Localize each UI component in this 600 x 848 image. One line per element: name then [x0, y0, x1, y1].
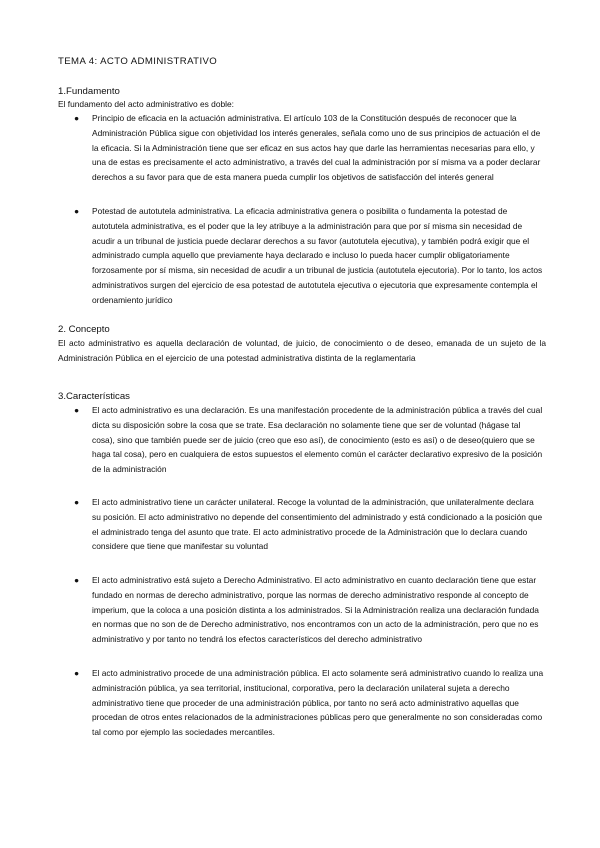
- section-3-bullet-4: [74, 666, 544, 740]
- bullet-text: El acto administrativo es una declaración. Es una manifestación procedente de la administración pública a través del cual dicta su disposición sobre la cosa que se trate. Esa declaración no solamente tiene que ser de voluntad (hágase tal cosa), sino que también puede ser de juicio (creo que eso así), de conocimiento (esto es así) o de deseo(quiero que se haga tal cosa), pero en cualquiera de estos supuestos el elemento común el carácter declarativo expresivo de la posición de la administración: [92, 405, 543, 475]
- section-1-bullet-1: [74, 111, 544, 185]
- bullet-icon: ●: [74, 113, 80, 123]
- section-1-bullet-2: [74, 204, 544, 308]
- section-2-heading: 2. Concepto: [58, 324, 110, 335]
- section-1-heading: 1.Fundamento: [58, 86, 120, 97]
- section-2-text: El acto administrativo es aquella declaración de voluntad, de juicio, de conocimiento o de deseo, emanada de un sujeto de la Administración Pública en el ejercicio de una potestad administrativa distinta de la reglamentaria: [58, 338, 546, 363]
- section-1-intro: El fundamento del acto administrativo es doble:: [58, 99, 234, 109]
- bullet-text: Principio de eficacia en la actuación administrativa. El artículo 103 de la Constitución después de reconocer que la Administración Pública sigue con objetividad los interés generales, señala como uno de sus principios de actuación el de la eficacia. Si la Administración tiene que ser eficaz en sus actos hay que darle las herramientas necesarias para ello, y una de estas es precisamente el acto administrativo, a través del cual la administración por sí misma va a poder declarar derechos a su favor para que de esta manera pueda cumplir los objetivos de satisfacción del interés general: [92, 113, 541, 183]
- section-3-bullet-1: [74, 403, 544, 477]
- bullet-icon: ●: [74, 497, 80, 507]
- document-title: TEMA 4: ACTO ADMINISTRATIVO: [58, 56, 218, 67]
- section-3-heading: 3.Características: [58, 391, 130, 402]
- bullet-text: El acto administrativo está sujeto a Derecho Administrativo. El acto administrativo en cuanto declaración tiene que estar fundado en normas de derecho administrativo, porque las normas de derecho administrativo responde al concepto de imperium, que la coloca a una posición distinta a los administrados. Si la Administración realiza una declaración fundada en normas que no son de de Derecho administrativo, nos encontramos con un acto de la administración, pero que no es administrativo y por tanto no tendrá los efectos característicos del derecho administrativo: [92, 575, 539, 645]
- bullet-text: El acto administrativo tiene un carácter unilateral. Recoge la voluntad de la administración, que unilateralmente declara su posición. El acto administrativo no depende del consentimiento del administrado y está condicionado a la posición que el administrado tenga del asunto que trate. El acto administrativo procede de la Administración que lo declara cuando considere que tiene que manifestar su voluntad: [92, 497, 543, 552]
- bullet-icon: ●: [74, 405, 80, 415]
- bullet-icon: ●: [74, 668, 80, 678]
- bullet-icon: ●: [74, 206, 80, 216]
- bullet-text: Potestad de autotutela administrativa. La eficacia administrativa genera o posibilita o fundamenta la potestad de autotutela administrativa, es el poder que la ley atribuye a la administración para que por sí misma sin necesidad de acudir a un tribunal de justicia puede declarar derechos a su favor (autotutela ejecutiva), y también podrá exigir que el administrado cumpla aquello que previamente haya declarado e incluso lo pueda hacer cumplir obligatoriamente forzosamente por sí misma, sin necesidad de acudir a un tribunal de justicia (autotutela ejecutoria). Por lo tanto, los actos administrativos surgen del ejercicio de esa potestad de autotutela ejecutiva o ejecutoria que expresamente contempla el ordenamiento jurídico: [92, 206, 543, 305]
- bullet-text: El acto administrativo procede de una administración pública. El acto solamente será administrativo cuando lo realiza una administración pública, ya sea territorial, institucional, corporativa, pero la declaración unilateral sujeta a derecho administrativo tiene que proceder de una administración pública, por tanto no será acto administrativo aquellas que procedan de otros entes relacionados de la administraciones públicas pero que generalmente no son consideradas como tal como por ejemplo las sociedades mercantiles.: [92, 668, 544, 738]
- bullet-icon: ●: [74, 575, 80, 585]
- section-3-bullet-3: [74, 573, 544, 647]
- section-3-bullet-2: [74, 495, 544, 554]
